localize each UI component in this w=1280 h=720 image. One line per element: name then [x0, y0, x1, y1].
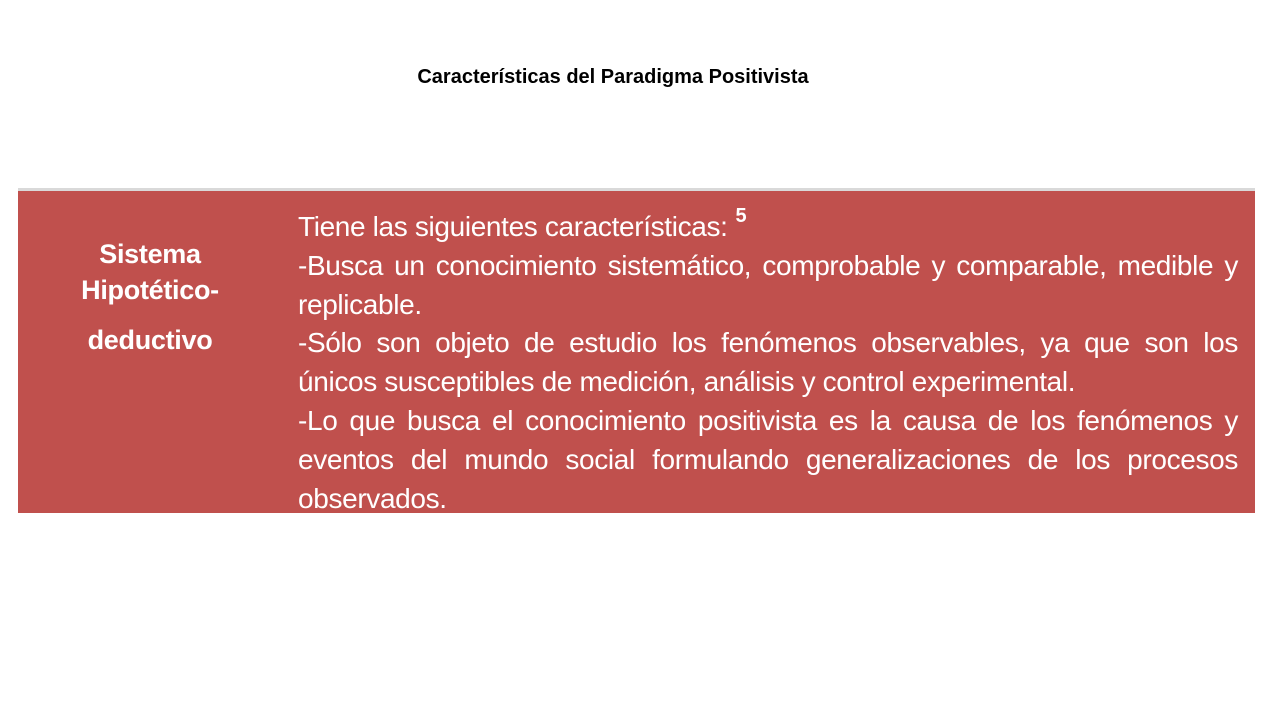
footnote-marker: 5: [735, 205, 747, 227]
description-intro: [298, 197, 1238, 247]
characteristics-table: [18, 188, 1255, 513]
term-line: Hipotético-: [81, 275, 219, 305]
intro-text: Tiene las siguientes características:: [298, 211, 728, 242]
page-title: Características del Paradigma Positivista: [417, 66, 809, 88]
description-point: -Sólo son objeto de estudio los fenómenos observables, ya que son los únicos susceptibles de medición, análisis y control experimental.: [298, 327, 1238, 398]
term-line: Sistema: [99, 239, 201, 269]
description-point: -Lo que busca el conocimiento positivista es la causa de los fenómenos y eventos del mundo social formulando generalizaciones de los procesos observados.: [298, 404, 1238, 514]
term-cell: [18, 191, 282, 513]
description-point: -Busca un conocimiento sistemático, comprobable y comparable, medible y replicable.: [298, 249, 1238, 320]
description-cell: [298, 197, 1238, 518]
term-line: deductivo: [87, 325, 213, 355]
